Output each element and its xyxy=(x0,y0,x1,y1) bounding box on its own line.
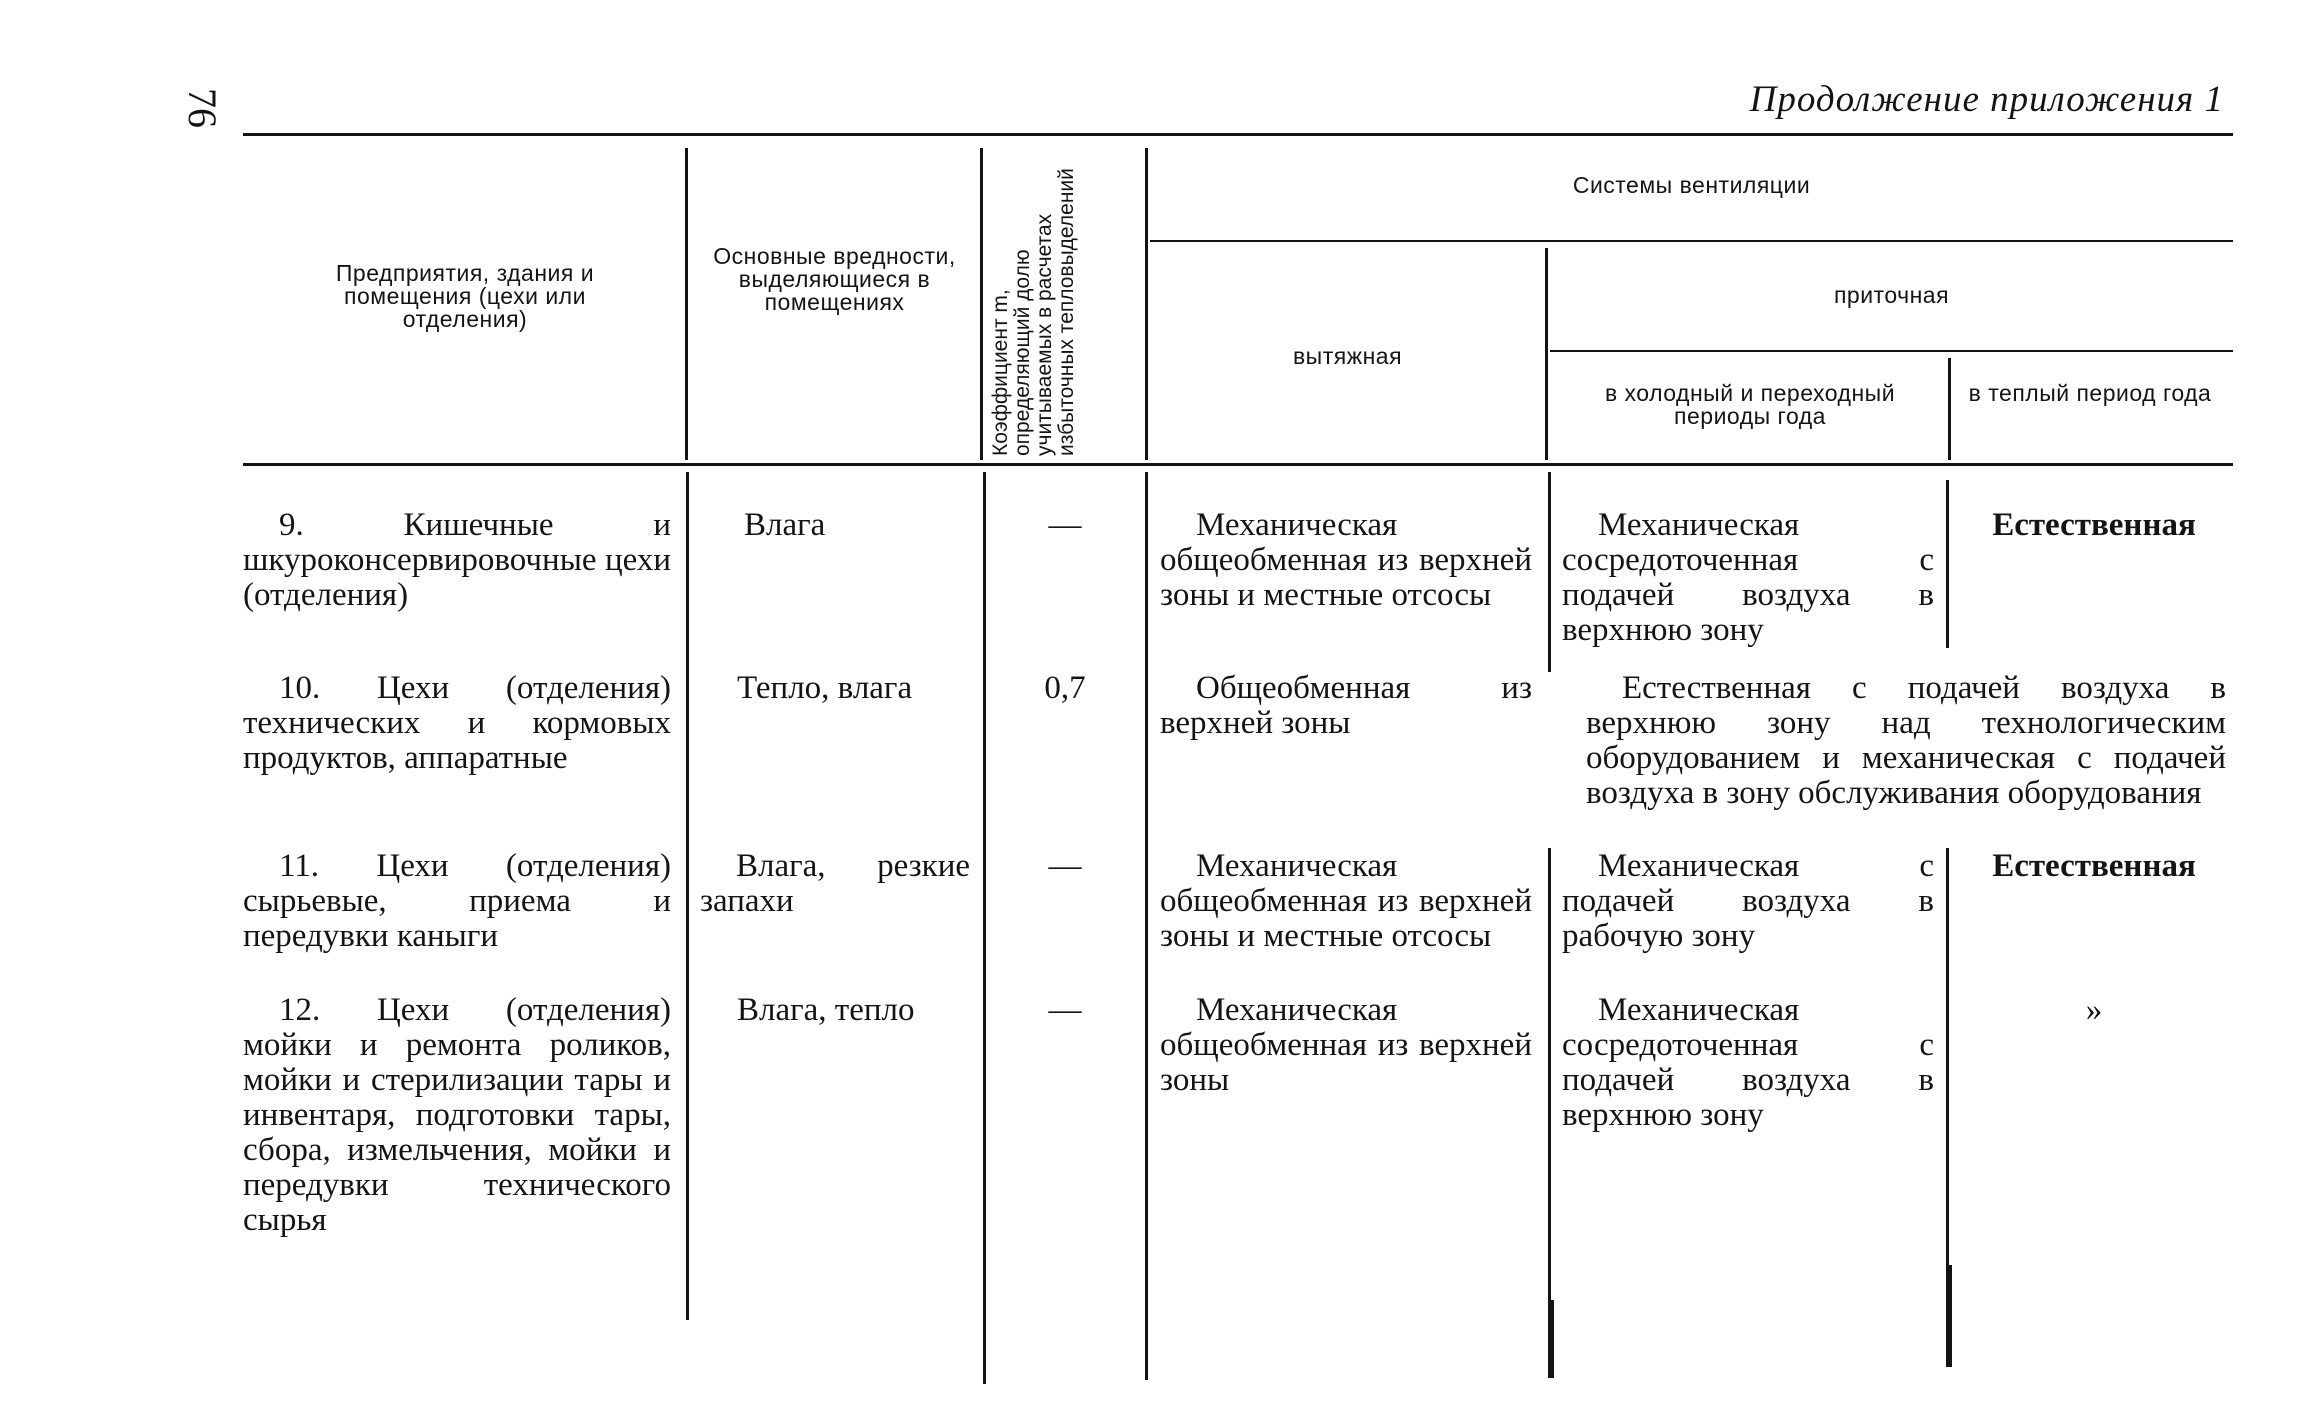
body-divider-4 xyxy=(1548,472,1551,672)
body-divider-5-heavy xyxy=(1548,1300,1554,1378)
header-divider-1 xyxy=(685,148,688,460)
header-coefficient-text: Коэффициент m, определяющий долю учитываемых в расчетах избыточных тепловыделений xyxy=(989,168,1078,456)
row-11-enterprise: 11. Цехи (отделения) сырьевые, приема и передувки каныги xyxy=(243,848,671,954)
body-divider-3 xyxy=(1145,472,1148,1380)
running-head: Продолжение приложения 1 xyxy=(1749,79,2224,120)
row-9-coefficient: — xyxy=(1048,507,1082,543)
row-10-supply-merged: Естественная с подачей воздуха в верхнюю зону над технологическим оборудованием и механическая с подачей воздуха в зону обслуживания оборудования xyxy=(1586,670,2226,811)
page-number: 76 xyxy=(180,88,225,128)
header-cold-period: в холодный и переходный периоды года xyxy=(1604,380,1896,429)
row-9-enterprise: 9. Кишечные и шкуроконсервировочные цехи (отделения) xyxy=(243,507,671,613)
header-divider-3 xyxy=(1145,148,1148,460)
header-bottom-rule xyxy=(243,463,2233,466)
body-divider-7-heavy xyxy=(1946,1265,1952,1367)
row-11-supply-cold: Механическая с подачей воздуха в рабочую зону xyxy=(1562,848,1934,954)
row-12-hazards: Влага, тепло xyxy=(737,992,915,1028)
header-ventilation-systems: Системы вентиляции xyxy=(1572,172,1811,198)
row-10-hazards: Тепло, влага xyxy=(737,670,913,706)
header-coefficient xyxy=(990,136,1110,456)
row-11-hazards: Влага, резкие запахи xyxy=(700,848,970,919)
row-9-exhaust: Механическая общеобменная из верхней зоны и местные отсосы xyxy=(1160,507,1532,613)
supply-subrule xyxy=(1550,350,2233,352)
body-divider-1 xyxy=(686,472,689,1320)
row-9-supply-cold: Механическая сосредоточенная с подачей воздуха в верхнюю зону xyxy=(1562,507,1934,648)
row-12-supply-cold: Механическая сосредоточенная с подачей воздуха в верхнюю зону xyxy=(1562,992,1934,1133)
row-9-supply-warm: Естественная xyxy=(1992,507,2196,543)
header-exhaust: вытяжная xyxy=(1292,343,1403,369)
body-divider-2 xyxy=(983,472,986,1384)
header-supply: приточная xyxy=(1833,282,1950,308)
body-divider-6 xyxy=(1946,480,1949,648)
header-enterprises: Предприятия, здания и помещения (цехи или отделения) xyxy=(335,260,595,332)
row-12-supply-warm: » xyxy=(2085,992,2103,1028)
body-divider-7 xyxy=(1946,848,1949,1268)
header-warm-period: в теплый период года xyxy=(1968,380,2212,406)
row-10-exhaust: Общеобменная из верхней зоны xyxy=(1160,670,1532,741)
header-divider-5 xyxy=(1948,358,1951,460)
row-12-coefficient: — xyxy=(1048,992,1082,1028)
header-hazards: Основные вредности, выделяющиеся в помещениях xyxy=(713,243,956,315)
row-11-supply-warm: Естественная xyxy=(1992,848,2196,884)
header-divider-4 xyxy=(1545,248,1548,460)
ventilation-subrule xyxy=(1150,240,2233,242)
row-11-coefficient: — xyxy=(1048,848,1082,884)
row-9-hazards: Влага xyxy=(744,507,826,543)
body-divider-5 xyxy=(1548,848,1551,1378)
header-divider-2 xyxy=(980,148,983,460)
table-top-rule xyxy=(243,133,2233,136)
row-12-enterprise: 12. Цехи (отделения) мойки и ремонта роликов, мойки и стерилизации тары и инвентаря, подготовки тары, сбора, измельчения, мойки и передувки технического сырья xyxy=(243,992,671,1238)
row-11-exhaust: Механическая общеобменная из верхней зоны и местные отсосы xyxy=(1160,848,1532,954)
row-10-coefficient: 0,7 xyxy=(1044,670,1086,706)
row-12-exhaust: Механическая общеобменная из верхней зоны xyxy=(1160,992,1532,1098)
row-10-enterprise: 10. Цехи (отделения) технических и кормовых продуктов, аппаратные xyxy=(243,670,671,776)
